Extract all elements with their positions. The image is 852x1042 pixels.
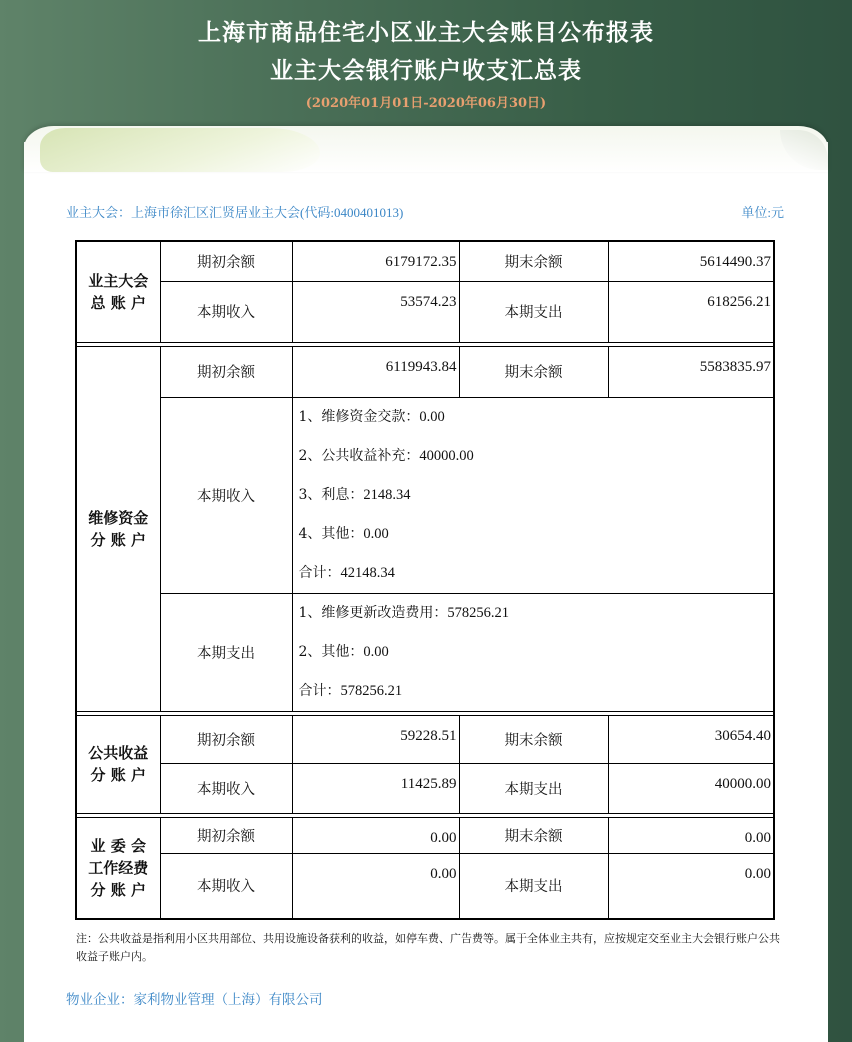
table-row: [76, 281, 774, 342]
committee-income-value: 0.00: [292, 853, 459, 919]
label-expense: 本期支出: [160, 593, 292, 711]
list-item: 1、维修更新改造费用：578256.21: [298, 604, 510, 621]
general-expense-value: 618256.21: [608, 281, 774, 342]
general-income-value: 53574.23: [292, 281, 459, 342]
summary-table: [75, 240, 775, 920]
unit-label: 单位:元: [741, 205, 784, 220]
label-closing: 期末余额: [459, 715, 608, 763]
label-opening: 期初余额: [160, 817, 292, 853]
committee-closing-value: 0.00: [608, 817, 774, 853]
label-closing: 期末余额: [459, 817, 608, 853]
list-item: 合计：578256.21: [298, 682, 403, 699]
table-row: [76, 397, 774, 593]
table-row: [76, 593, 774, 711]
general-opening-value: 6179172.35: [292, 241, 459, 281]
report-title: 上海市商品住宅小区业主大会账目公布报表: [198, 19, 654, 46]
label-expense: 本期支出: [459, 763, 608, 813]
owner-assembly-label: 业主大会：上海市徐汇区汇贤居业主大会(代码:0400401013): [66, 205, 404, 220]
list-item: 2、其他：0.00: [298, 643, 389, 660]
date-range: (2020年01月01日-2020年06月30日): [305, 96, 547, 111]
label-income: 本期收入: [160, 281, 292, 342]
general-closing-value: 5614490.37: [608, 241, 774, 281]
public-expense-value: 40000.00: [608, 763, 774, 813]
maintenance-opening-value: 6119943.84: [292, 346, 459, 397]
section-committee-title: 业 委 会 工作经费 分 账 户: [76, 817, 160, 919]
list-item: 2、公共收益补充：40000.00: [298, 447, 474, 464]
list-item: 合计：42148.34: [298, 564, 395, 581]
section-maintenance-title: 维修资金 分 账 户: [76, 346, 160, 711]
committee-expense-value: 0.00: [608, 853, 774, 919]
report-subtitle: 业主大会银行账户收支汇总表: [270, 57, 582, 84]
label-opening: 期初余额: [160, 346, 292, 397]
label-closing: 期末余额: [459, 241, 608, 281]
section-general-title: 业主大会 总 账 户: [76, 241, 160, 342]
public-closing-value: 30654.40: [608, 715, 774, 763]
table-row: [76, 817, 774, 853]
label-opening: 期初余额: [160, 715, 292, 763]
list-item: 1、维修资金交款：0.00: [298, 408, 445, 425]
label-expense: 本期支出: [459, 853, 608, 919]
table-row: [76, 715, 774, 763]
table-row: [76, 241, 774, 281]
label-opening: 期初余额: [160, 241, 292, 281]
public-opening-value: 59228.51: [292, 715, 459, 763]
property-company: 物业企业：家利物业管理（上海）有限公司: [66, 992, 323, 1008]
list-item: 3、利息：2148.34: [298, 486, 411, 503]
maintenance-closing-value: 5583835.97: [608, 346, 774, 397]
maintenance-income-details: [292, 397, 774, 593]
paper-curl-leaf: [40, 128, 320, 172]
maintenance-expense-details: [292, 593, 774, 711]
footnote: 注：公共收益是指利用小区共用部位、共用设施设备获利的收益，如停车费、广告费等。属于全体业主共有，应按规定交至业主大会银行账户公共收益子账户内。: [76, 932, 780, 963]
section-public-income-title: 公共收益 分 账 户: [76, 715, 160, 813]
label-income: 本期收入: [160, 853, 292, 919]
table-row: [76, 853, 774, 919]
table-row: [76, 763, 774, 813]
list-item: 4、其他：0.00: [298, 525, 389, 542]
public-income-value: 11425.89: [292, 763, 459, 813]
label-income: 本期收入: [160, 763, 292, 813]
committee-opening-value: 0.00: [292, 817, 459, 853]
table-row: [76, 346, 774, 397]
label-income: 本期收入: [160, 397, 292, 593]
label-expense: 本期支出: [459, 281, 608, 342]
label-closing: 期末余额: [459, 346, 608, 397]
